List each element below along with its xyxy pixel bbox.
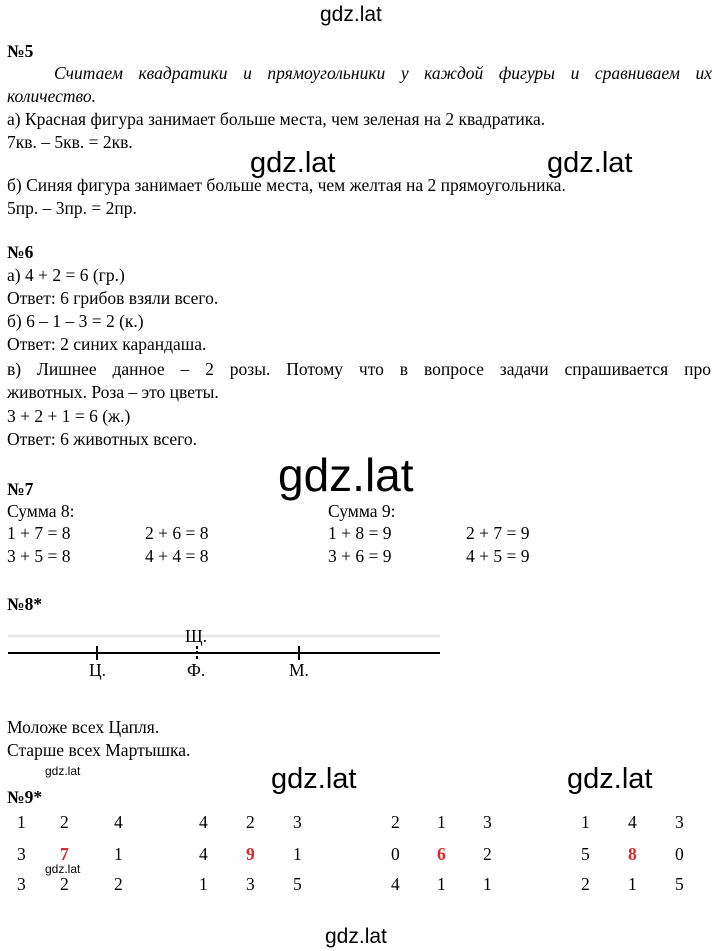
grid-cell: 1: [437, 812, 446, 832]
task-9-heading: №9*: [7, 787, 43, 807]
task-8-youngest: Моложе всех Цапля.: [7, 717, 160, 737]
task-6-v-answer: Ответ: 6 животных всего.: [7, 429, 198, 449]
task-5-intro-cont: количество.: [7, 86, 96, 106]
grid-cell: 1: [581, 812, 590, 832]
grid-cell: 5: [581, 844, 590, 864]
watermark-top: gdz.lat: [320, 3, 382, 26]
task-8-oldest: Старше всех Мартышка.: [7, 740, 191, 760]
sum-9-label: Сумма 9:: [328, 501, 396, 521]
grid-cell: 4: [391, 874, 400, 894]
sum-8-label: Сумма 8:: [7, 501, 75, 521]
task-5-b-text: б) Синяя фигура занимает больше места, чем желтая на 2 прямоугольника.: [7, 175, 566, 195]
grid-cell: 1: [437, 874, 446, 894]
task-5-heading: №5: [7, 41, 34, 61]
grid-cell: 2: [114, 874, 123, 894]
grid-cell: 1: [293, 844, 302, 864]
task-6-v-text: в) Лишнее данное – 2 розы. Потому что в вопросе задачи спрашивается про: [7, 359, 711, 379]
grid-highlight-cell: 9: [246, 844, 255, 864]
grid-cell: 2: [246, 812, 255, 832]
watermark: gdz.lat: [567, 763, 653, 795]
sum-9-equation: 3 + 6 = 9: [328, 546, 392, 566]
grid-highlight-cell: 6: [437, 844, 446, 864]
grid-highlight-cell: 8: [628, 844, 637, 864]
sum-9-equation: 1 + 8 = 9: [328, 523, 392, 543]
grid-cell: 1: [114, 844, 123, 864]
grid-cell: 2: [60, 812, 69, 832]
grid-cell: 4: [199, 844, 208, 864]
sum-9-equation: 2 + 7 = 9: [466, 523, 530, 543]
task-5-intro: Считаем квадратики и прямоугольники у каждой фигуры и сравниваем их: [54, 63, 712, 83]
task-6-v-calc: 3 + 2 + 1 = 6 (ж.): [7, 406, 131, 426]
grid-cell: 2: [581, 874, 590, 894]
task-6-a-calc: а) 4 + 2 = 6 (гр.): [7, 265, 125, 285]
grid-cell: 3: [483, 812, 492, 832]
grid-cell: 3: [675, 812, 684, 832]
task-6-v-text-cont: животных. Роза – это цветы.: [7, 382, 219, 402]
task-6-a-answer: Ответ: 6 грибов взяли всего.: [7, 288, 219, 308]
grid-cell: 4: [628, 812, 637, 832]
watermark: gdz.lat: [250, 147, 336, 179]
task-6-b-answer: Ответ: 2 синих карандаша.: [7, 334, 207, 354]
grid-cell: 5: [675, 874, 684, 894]
task-8-heading: №8*: [7, 594, 43, 614]
sum-8-equation: 4 + 4 = 8: [145, 546, 209, 566]
task-6-b-calc: б) 6 – 1 – 3 = 2 (к.): [7, 311, 144, 331]
grid-cell: 0: [675, 844, 684, 864]
grid-cell: 1: [199, 874, 208, 894]
watermark: gdz.lat: [271, 763, 357, 795]
sum-8-equation: 2 + 6 = 8: [145, 523, 209, 543]
grid-cell: 2: [60, 874, 69, 894]
sum-8-equation: 3 + 5 = 8: [7, 546, 71, 566]
grid-cell: 3: [17, 844, 26, 864]
label-heron: Ц.: [89, 660, 107, 680]
watermark-bottom: gdz.lat: [325, 925, 387, 948]
grid-cell: 3: [17, 874, 26, 894]
sum-9-equation: 4 + 5 = 9: [466, 546, 530, 566]
watermark: gdz.lat: [547, 147, 633, 179]
task-5-a-text: а) Красная фигура занимает больше места, чем зеленая на 2 квадратика.: [7, 109, 546, 129]
grid-cell: 4: [114, 812, 123, 832]
grid-cell: 0: [391, 844, 400, 864]
grid-highlight-cell: 7: [60, 844, 69, 864]
watermark-small: gdz.lat: [45, 764, 81, 778]
grid-cell: 5: [293, 874, 302, 894]
label-owl: Ф.: [187, 660, 206, 680]
task-7-heading: №7: [7, 479, 34, 499]
grid-cell: 2: [391, 812, 400, 832]
sum-8-equation: 1 + 7 = 8: [7, 523, 71, 543]
watermark-small: gdz.lat: [45, 862, 81, 876]
label-monkey: М.: [289, 660, 309, 680]
grid-cell: 1: [17, 812, 26, 832]
grid-cell: 3: [293, 812, 302, 832]
task-5-a-calc: 7кв. – 5кв. = 2кв.: [7, 132, 133, 152]
watermark-large: gdz.lat: [278, 449, 414, 501]
grid-cell: 3: [246, 874, 255, 894]
grid-cell: 2: [483, 844, 492, 864]
label-pike: Щ.: [185, 626, 208, 646]
grid-cell: 1: [483, 874, 492, 894]
grid-cell: 1: [628, 874, 637, 894]
task-5-b-calc: 5пр. – 3пр. = 2пр.: [7, 198, 137, 218]
task-6-heading: №6: [7, 242, 34, 262]
age-number-line: [0, 622, 450, 682]
grid-cell: 4: [199, 812, 208, 832]
